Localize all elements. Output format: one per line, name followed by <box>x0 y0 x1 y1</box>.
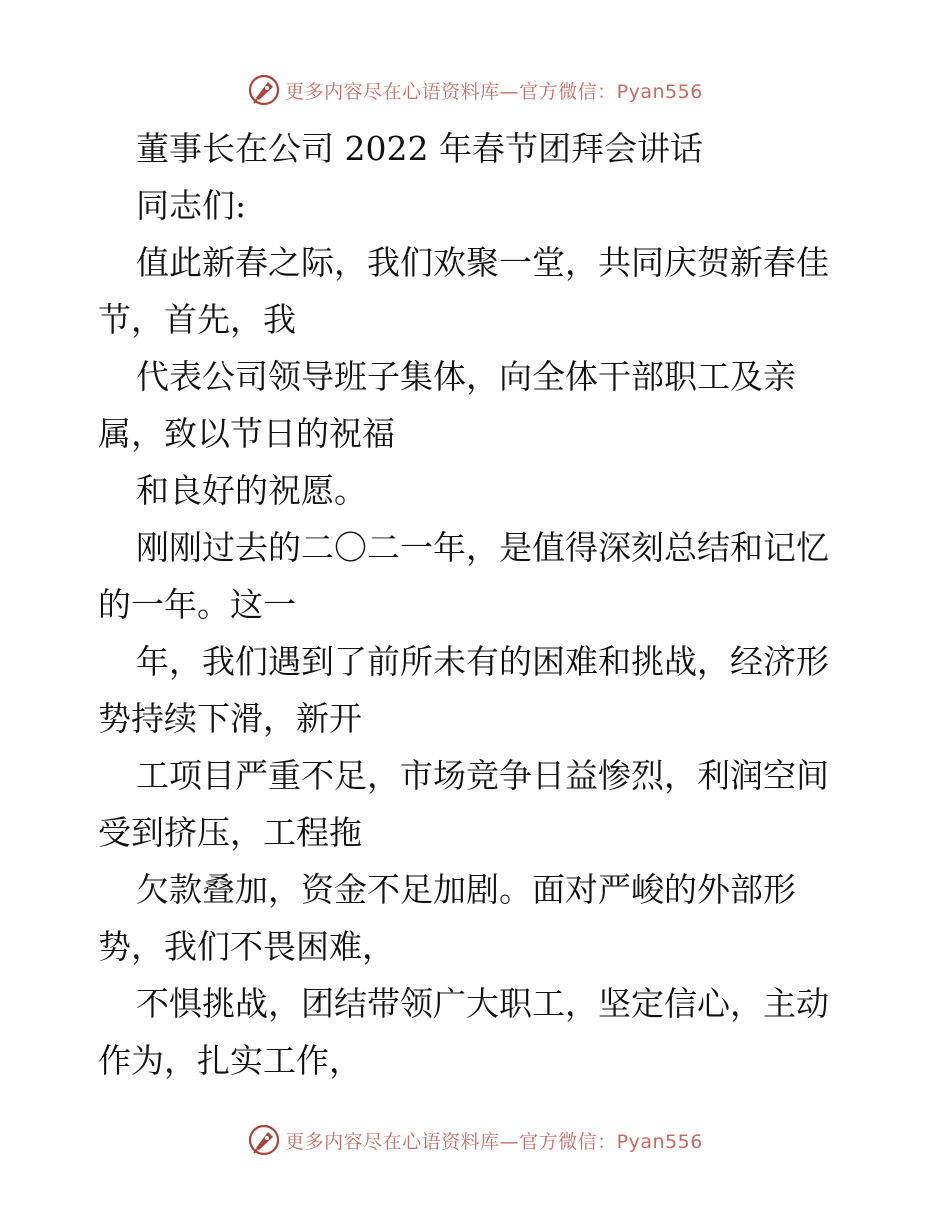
paragraph-line: 作为，扎实工作， <box>98 1041 362 1080</box>
footer-watermark-banner <box>0 1120 950 1160</box>
pen-nib-logo-icon <box>247 1123 281 1157</box>
footer-watermark-text: 更多内容尽在心语资料库—官方微信：Pyan556 <box>285 1130 703 1153</box>
document-title: 董事长在公司 2022 年春节团拜会讲话 <box>136 129 703 168</box>
salutation: 同志们: <box>136 186 247 225</box>
paragraph-line: 欠款叠加，资金不足加剧。面对严峻的外部形 <box>136 870 796 909</box>
header-watermark-text: 更多内容尽在心语资料库—官方微信：Pyan556 <box>285 80 703 103</box>
paragraph-line: 势持续下滑，新开 <box>98 699 362 738</box>
paragraph-line: 值此新春之际，我们欢聚一堂，共同庆贺新春佳 <box>136 243 829 282</box>
paragraph-line: 势，我们不畏困难， <box>98 927 395 966</box>
paragraph-line: 节，首先，我 <box>98 300 296 339</box>
document-body <box>98 120 858 1089</box>
paragraph-line: 的一年。这一 <box>98 585 296 624</box>
paragraph-line: 和良好的祝愿。 <box>136 471 367 510</box>
paragraph-line: 代表公司领导班子集体，向全体干部职工及亲 <box>136 357 796 396</box>
pen-nib-logo-icon <box>247 73 281 107</box>
paragraph-line: 属，致以节日的祝福 <box>98 414 395 453</box>
header-watermark-banner <box>0 70 950 110</box>
paragraph-line: 工项目严重不足，市场竞争日益惨烈，利润空间 <box>136 756 829 795</box>
paragraph-line: 年，我们遇到了前所未有的困难和挑战，经济形 <box>136 642 829 681</box>
paragraph-line: 受到挤压，工程拖 <box>98 813 362 852</box>
paragraph-line: 不惧挑战，团结带领广大职工，坚定信心，主动 <box>136 984 829 1023</box>
paragraph-line: 刚刚过去的二〇二一年，是值得深刻总结和记忆 <box>136 528 829 567</box>
